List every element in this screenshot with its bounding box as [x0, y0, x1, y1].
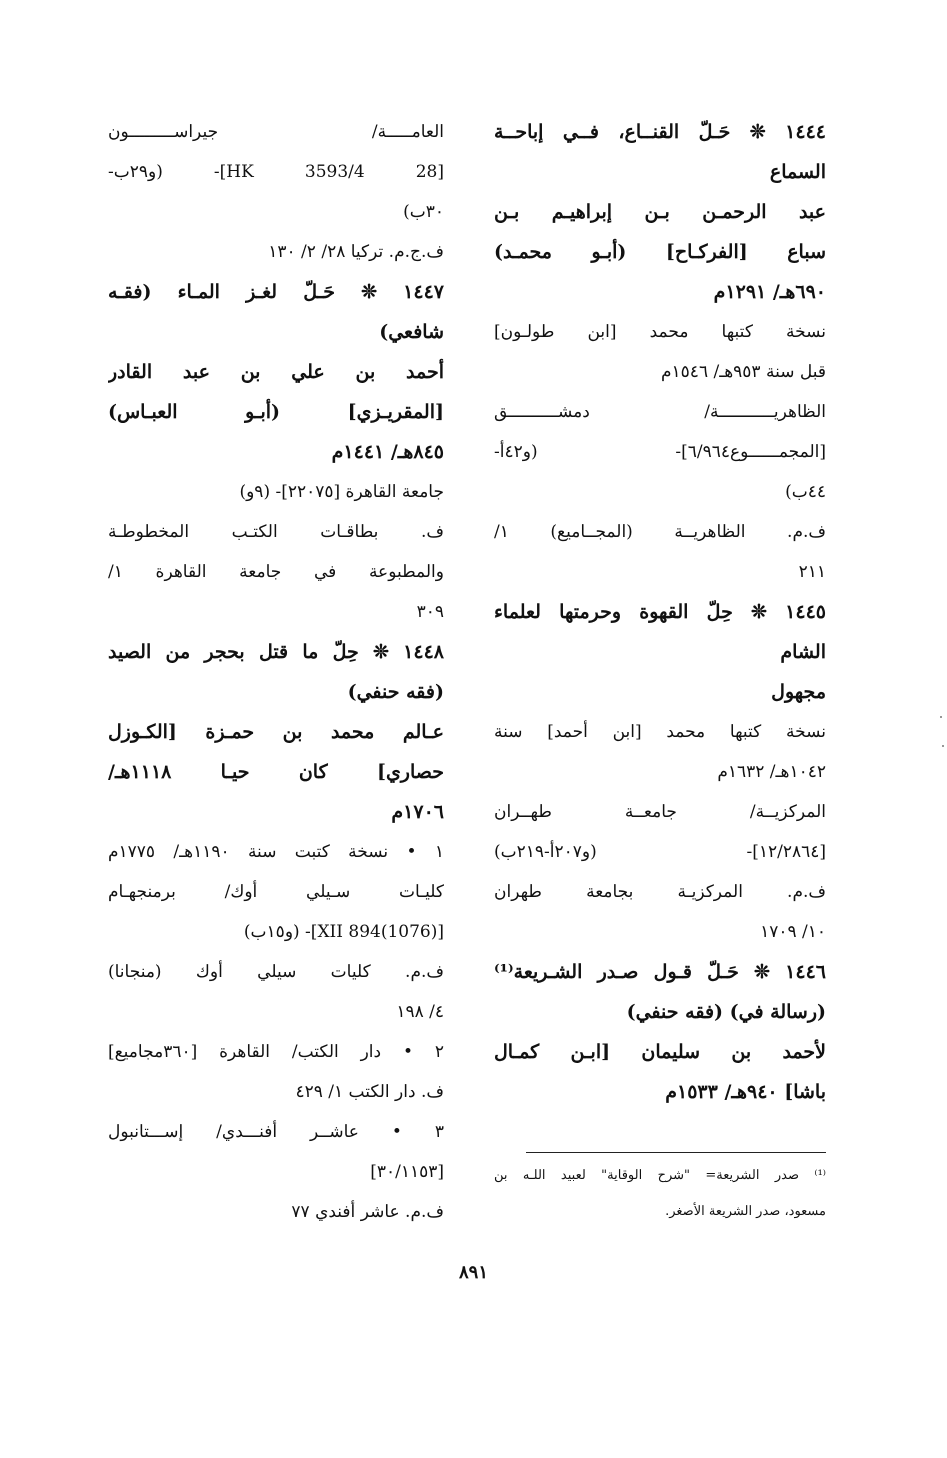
entry-detail-line: كليـات سـيلي أوك/ برمنجهـام — [108, 882, 444, 902]
entry-heading-line: لأحمد بن سليمان [ابـن كمـال — [494, 1041, 826, 1063]
entry-detail-line: ف.م. عاشر أفندي ٧٧ — [291, 1202, 444, 1222]
entry-detail-line: ١٠/ ١٧٠٩ — [760, 922, 826, 942]
footnote-line: مسعود، صدر الشريعة الأصغر. — [665, 1204, 826, 1219]
entry-heading-line: حصاري] كان حيـا ١١١٨هـ/ — [108, 761, 444, 783]
entry-detail-line: والمطبوعة في جامعة القاهرة ١/ — [108, 562, 444, 582]
entry-heading-line: أحمد بن علي بن عبد القادر — [108, 361, 444, 383]
entry-detail-line: ١ • نسخة كتبت سنة ١١٩٠هـ/ ١٧٧٥م — [108, 842, 444, 862]
footnote-divider — [526, 1152, 826, 1153]
entry-detail-line: ف.ج.م. تركيا ٢٨/ ٢/ ١٣٠ — [268, 242, 444, 262]
entry-heading-line: شافعي) — [379, 321, 444, 343]
footnote — [494, 1158, 826, 1230]
entry-detail-line: [٣٠/١١٥٣] — [370, 1162, 444, 1182]
scan-speck — [940, 716, 942, 718]
entry-detail-line: الظاهريـــــــــــة/ دمشــــــــــق — [494, 402, 826, 422]
left-column — [108, 112, 444, 1232]
entry-detail-line: ف.م. كليات سيلي أوك (منجانا) — [108, 962, 444, 982]
entry-heading-line: السماع — [769, 161, 826, 183]
entry-heading-line: عبد الرحمـن بـن إبراهيـم بـن — [494, 201, 826, 223]
entry-heading-line: ١٤٤٨ ❊ حِلّ ما قتل بحجر من الصيد — [108, 641, 444, 663]
entry-heading-line: مجهول — [771, 681, 826, 703]
entry-heading-line: ١٤٤٥ ❊ حِلّ القهوة وحرمتها لعلماء — [494, 601, 826, 623]
entry-detail-line: ف. بطاقـات الكتـب المخطوطـة — [108, 522, 444, 542]
entry-heading-line: ٨٤٥هـ/ ١٤٤١م — [331, 441, 444, 463]
entry-detail-line: نسخة كتبها محمد [ابن أحمد] سنة — [494, 722, 826, 742]
entry-heading-line: ١٧٠٦م — [391, 801, 444, 823]
entry-heading-line: (رسالة في) (فقه حنفي) — [626, 1001, 826, 1023]
entry-detail-line: ٢١١ — [798, 562, 826, 582]
entry-heading-line: ٦٩٠هـ/ ١٢٩١م — [713, 281, 826, 303]
entry-detail-line: ٤٤ب) — [785, 482, 826, 502]
entry-detail-line: ف.م. الظاهريــة (المجــاميع) ١/ — [494, 522, 826, 542]
entry-heading-line: ١٤٤٦ ❊ حَـلّ قـول صـدر الشـريعة⁽¹⁾ — [494, 961, 826, 983]
entry-detail-line: [المجمــــــوع٦/٩٦٤]- (و٤٢أ- — [494, 442, 826, 462]
footnote-line: ⁽¹⁾ صدر الشريعة= "شرح الوقاية" لعبيد اللـه بن — [494, 1168, 826, 1183]
scan-speck — [942, 745, 944, 747]
entry-detail-line: جامعة القاهرة [٢٢٠٧٥]- (٩و) — [239, 482, 444, 502]
entry-heading-line: ١٤٤٤ ❊ حَـلّ القنــاع، فــي إباحــة — [494, 121, 826, 143]
entry-detail-line: [XII 894(1076)]- (و١٥ب) — [243, 922, 444, 942]
entry-detail-line: ٢ • دار الكتب/ القاهرة [٣٦٠مجاميع] — [108, 1042, 444, 1062]
right-column — [494, 112, 826, 1112]
entry-detail-line: العامـــــة/ جيراســـــــــون — [108, 122, 444, 142]
entry-detail-line: ف.م. المركزيـة بجامعة طهران — [494, 882, 826, 902]
entry-detail-line: ٣٠٩ — [416, 602, 444, 622]
entry-heading-line: (فقه حنفي) — [347, 681, 444, 703]
entry-heading-line: عـالم محمد بن حمـزة [الكـوزل — [108, 721, 444, 743]
entry-detail-line: نسخة كتبها محمد [ابن طولـون] — [494, 322, 826, 342]
entry-heading-line: سباع [الفركـاح] (أبـو محمـد) — [494, 241, 826, 263]
entry-detail-line: ٣ • عاشــر أفنـــدي/ إســـتانبول — [108, 1122, 444, 1142]
entry-detail-line: [١٢/٢٨٦٤]- (و٢٠٧أ-٢١٩ب) — [494, 842, 826, 862]
entry-detail-line: ف. دار الكتب ١/ ٤٢٩ — [295, 1082, 444, 1102]
entry-detail-line: المركزيــة/ جامعــة طهــران — [494, 802, 826, 822]
entry-detail-line: ٣٠ب) — [403, 202, 444, 222]
entry-heading-line: [المقريـزي] (أبـو العبـاس) — [108, 401, 444, 423]
page-number: ٨٩١ — [458, 1262, 488, 1283]
entry-detail-line: ١٠٤٢هـ/ ١٦٣٢م — [717, 762, 826, 782]
entry-detail-line: قبل سنة ٩٥٣هـ/ ١٥٤٦م — [661, 362, 826, 382]
entry-heading-line: الشام — [780, 641, 826, 663]
entry-heading-line: باشا] ٩٤٠هـ/ ١٥٣٣م — [665, 1081, 826, 1103]
entry-detail-line: [HK 3593/4 28]- (و٢٩ب- — [108, 162, 444, 182]
entry-heading-line: ١٤٤٧ ❊ حَـلّ لغـز المـاء (فقـه — [108, 281, 444, 303]
entry-detail-line: ٤/ ١٩٨ — [396, 1002, 444, 1022]
